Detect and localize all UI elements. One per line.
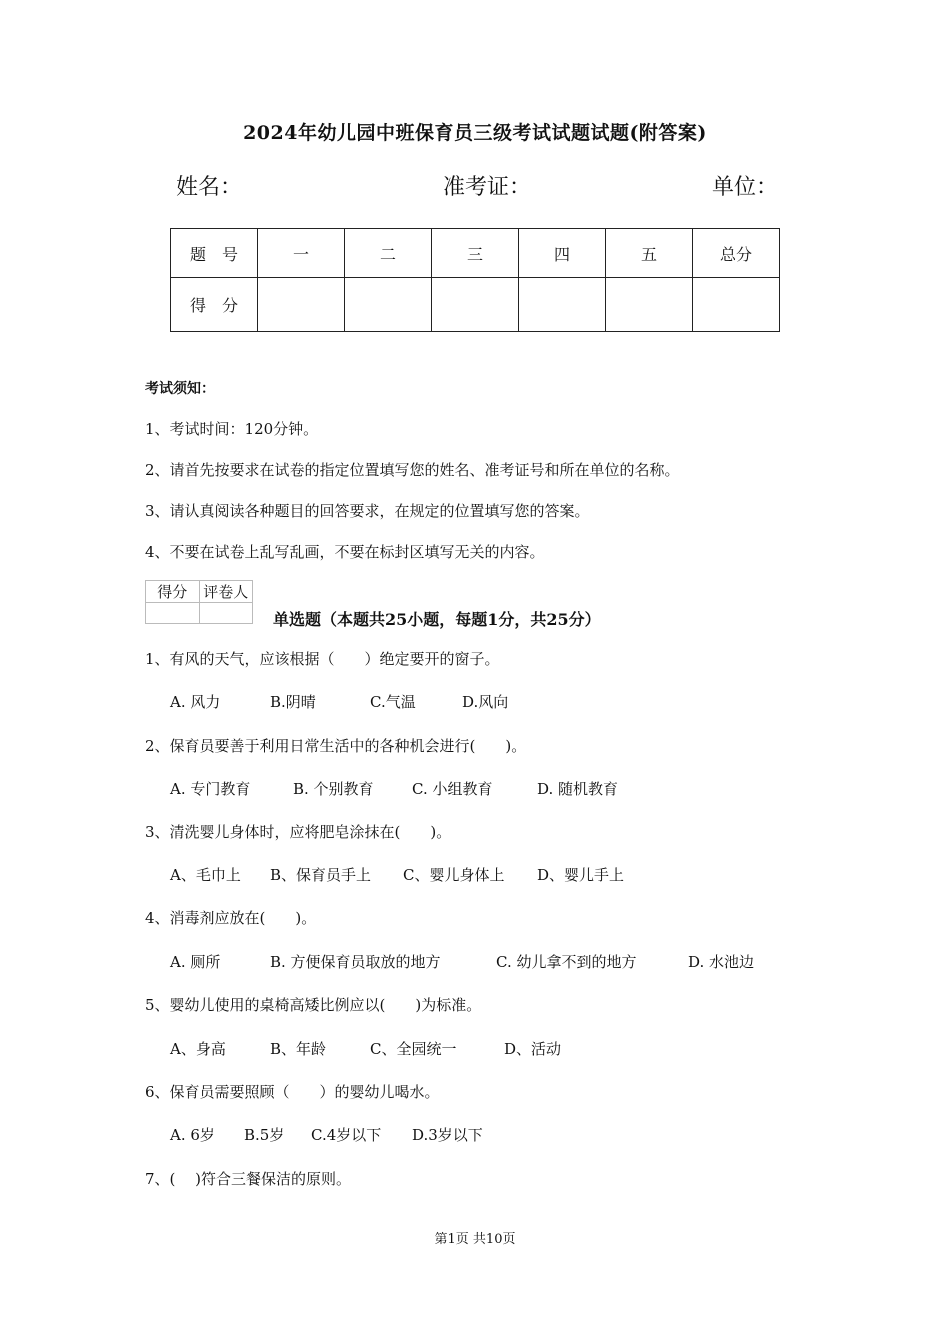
note-item: 1、考试时间：120分钟。 bbox=[145, 420, 319, 438]
page-title: 2024年幼儿园中班保育员三级考试试题试题(附答案) bbox=[243, 122, 707, 144]
question-6-option-b: B.5岁 bbox=[244, 1126, 285, 1144]
page-footer: 第1页 共10页 bbox=[434, 1232, 516, 1247]
grader-score-cell bbox=[146, 603, 200, 624]
question-5-option-c: C、全园统一 bbox=[370, 1040, 457, 1058]
question-3-option-c: C、婴儿身体上 bbox=[403, 866, 505, 884]
question-5: 5、婴幼儿使用的桌椅高矮比例应以( )为标准。 bbox=[145, 996, 482, 1014]
question-3-option-a: A、毛巾上 bbox=[170, 866, 241, 884]
question-3-option-b: B、保育员手上 bbox=[270, 866, 372, 884]
grader-table bbox=[145, 580, 253, 624]
score-cell-1 bbox=[258, 278, 345, 332]
question-1-option-d: D.风向 bbox=[462, 693, 509, 711]
question-4: 4、消毒剂应放在( )。 bbox=[145, 909, 317, 927]
grader-name-label: 评卷人 bbox=[199, 581, 253, 603]
question-2: 2、保育员要善于利用日常生活中的各种机会进行( )。 bbox=[145, 737, 527, 755]
score-row-label: 得 分 bbox=[171, 278, 258, 332]
score-cell-5 bbox=[606, 278, 693, 332]
question-4-option-d: D. 水池边 bbox=[688, 953, 755, 971]
question-1: 1、有风的天气，应该根据（ ）绝定要开的窗子。 bbox=[145, 650, 500, 668]
score-table-score-row bbox=[171, 278, 780, 332]
question-4-option-c: C. 幼儿拿不到的地方 bbox=[496, 953, 637, 971]
question-6-option-d: D.3岁以下 bbox=[412, 1126, 483, 1144]
question-4-option-b: B. 方便保育员取放的地方 bbox=[270, 953, 441, 971]
question-2-option-a: A. 专门教育 bbox=[170, 780, 251, 798]
grader-name-cell bbox=[199, 603, 253, 624]
question-1-option-a: A. 风力 bbox=[170, 693, 221, 711]
question-1-option-c: C.气温 bbox=[370, 693, 416, 711]
question-2-option-d: D. 随机教育 bbox=[537, 780, 619, 798]
question-7: 7、( )符合三餐保洁的原则。 bbox=[145, 1170, 352, 1188]
header-cell-2: 二 bbox=[345, 229, 432, 278]
score-table bbox=[170, 228, 780, 332]
question-4-option-a: A. 厕所 bbox=[170, 953, 221, 971]
name-field-label: 姓名： bbox=[176, 175, 243, 200]
question-6-option-a: A. 6岁 bbox=[170, 1126, 215, 1144]
question-5-option-b: B、年龄 bbox=[270, 1040, 327, 1058]
notes-title: 考试须知： bbox=[145, 381, 215, 397]
question-2-option-b: B. 个别教育 bbox=[293, 780, 374, 798]
grader-score-label: 得分 bbox=[146, 581, 200, 603]
section-title: 单选题（本题共25小题，每题1分，共25分） bbox=[273, 610, 601, 629]
exam-number-field-label: 准考证： bbox=[443, 175, 532, 200]
question-2-option-c: C. 小组教育 bbox=[412, 780, 493, 798]
score-table-header-row bbox=[171, 229, 780, 278]
question-3: 3、清洗婴儿身体时，应将肥皂涂抹在( )。 bbox=[145, 823, 452, 841]
question-5-option-a: A、身高 bbox=[170, 1040, 226, 1058]
header-cell-total: 总分 bbox=[693, 229, 780, 278]
question-6-option-c: C.4岁以下 bbox=[311, 1126, 382, 1144]
header-cell-label: 题 号 bbox=[171, 229, 258, 278]
note-item: 3、请认真阅读各种题目的回答要求，在规定的位置填写您的答案。 bbox=[145, 502, 590, 520]
header-cell-1: 一 bbox=[258, 229, 345, 278]
header-cell-4: 四 bbox=[519, 229, 606, 278]
score-cell-3 bbox=[432, 278, 519, 332]
question-1-option-b: B.阴晴 bbox=[270, 693, 316, 711]
question-5-option-d: D、活动 bbox=[504, 1040, 562, 1058]
note-item: 2、请首先按要求在试卷的指定位置填写您的姓名、准考证号和所在单位的名称。 bbox=[145, 461, 680, 479]
score-cell-4 bbox=[519, 278, 606, 332]
unit-field-label: 单位： bbox=[712, 175, 779, 200]
score-cell-2 bbox=[345, 278, 432, 332]
header-cell-5: 五 bbox=[606, 229, 693, 278]
question-3-option-d: D、婴儿手上 bbox=[537, 866, 625, 884]
header-cell-3: 三 bbox=[432, 229, 519, 278]
score-cell-total bbox=[693, 278, 780, 332]
note-item: 4、不要在试卷上乱写乱画，不要在标封区填写无关的内容。 bbox=[145, 543, 545, 561]
question-6: 6、保育员需要照顾（ ）的婴幼儿喝水。 bbox=[145, 1083, 440, 1101]
